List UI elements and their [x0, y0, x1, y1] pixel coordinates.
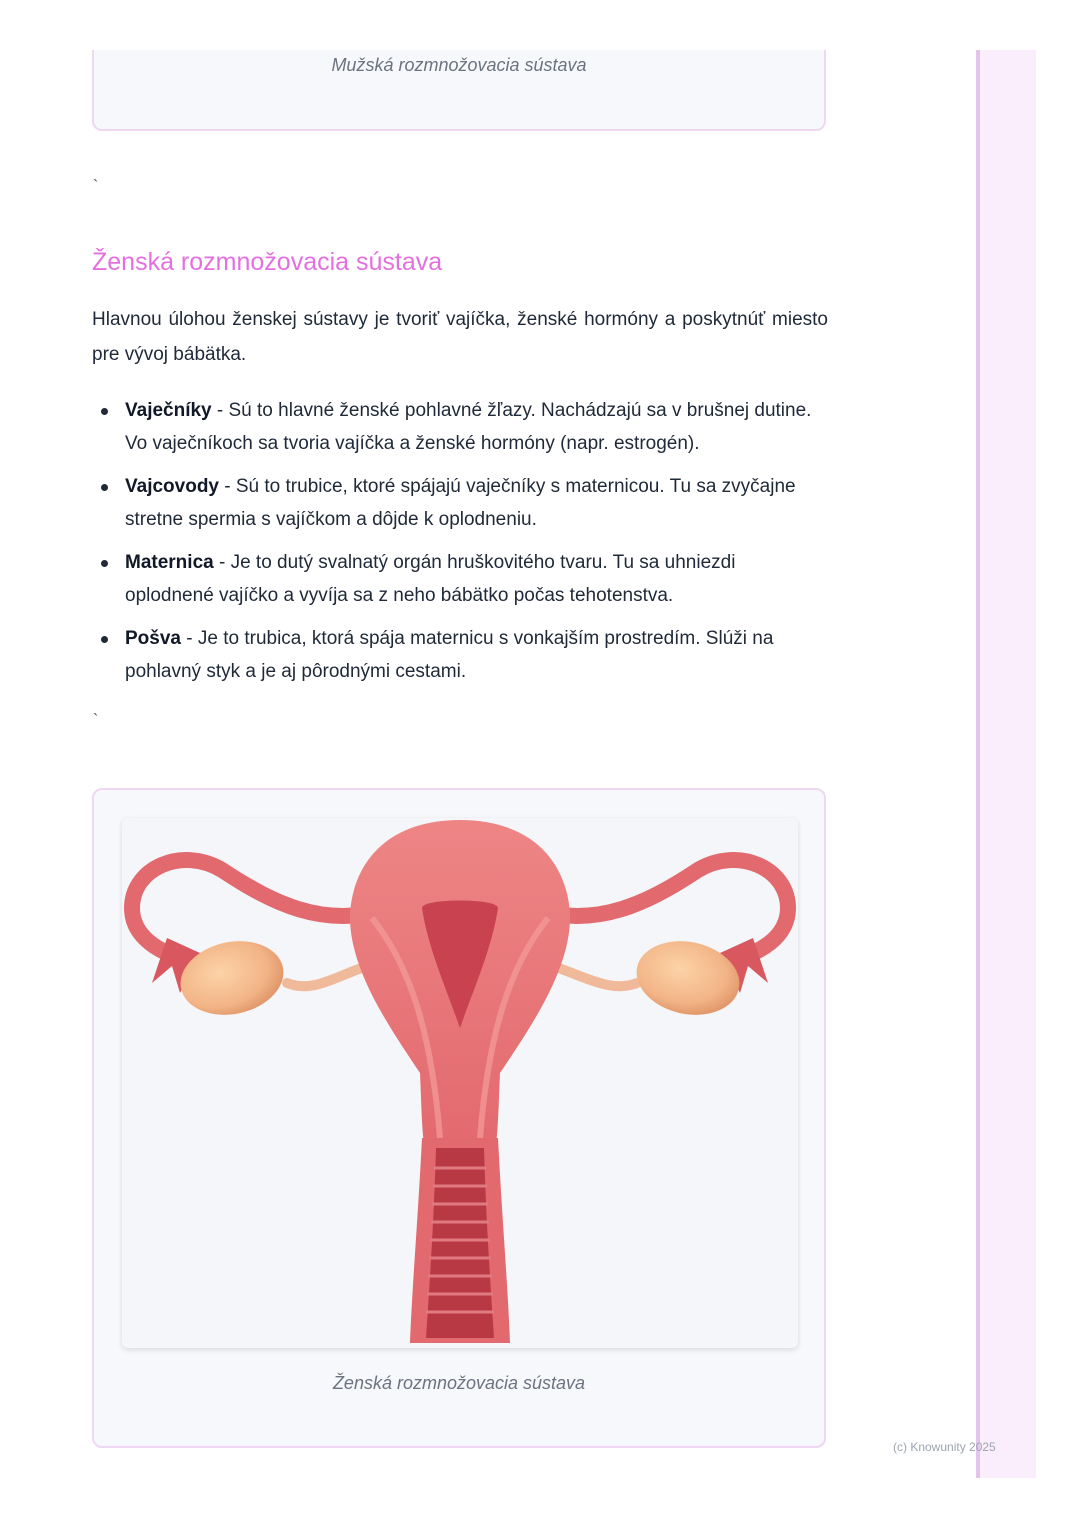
side-decoration-strip	[976, 50, 1036, 1478]
figure-card-female	[92, 788, 826, 1448]
list-item-text: - Sú to hlavné ženské pohlavné žľazy. Nachádzajú sa v brušnej dutine. Vo vaječníkoch sa tvoria vajíčka a ženské hormóny (napr. estrogén).	[125, 400, 812, 454]
section-intro: Hlavnou úlohou ženskej sústavy je tvoriť vajíčka, ženské hormóny a poskytnúť miesto pre vývoj bábätka.	[92, 309, 828, 365]
list-item-text: - Je to dutý svalnatý orgán hruškovitého tvaru. Tu sa uhniezdi oplodnené vajíčko a vyvíja sa z neho bábätko počas tehotenstva.	[125, 552, 736, 606]
figure-caption: Mužská rozmnožovacia sústava	[331, 55, 587, 75]
list-item-term: Vaječníky	[125, 400, 212, 421]
list-item	[92, 546, 828, 612]
bullet-icon	[101, 408, 108, 415]
list-item	[92, 394, 828, 460]
uterus-illustration	[122, 818, 798, 1348]
figure-card-male	[92, 50, 826, 131]
list-item	[92, 470, 828, 536]
uterus-illustration-drawing	[122, 818, 798, 1348]
list-item-text: - Je to trubica, ktorá spája maternicu s vonkajším prostredím. Slúži na pohlavný styk a je aj pôrodnými cestami.	[125, 628, 774, 682]
bullet-icon	[101, 560, 108, 567]
list-item	[92, 622, 828, 688]
separator-mark: `	[93, 712, 99, 729]
list-item-term: Pošva	[125, 628, 181, 649]
list-item-text: - Sú to trubice, ktoré spájajú vaječníky s maternicou. Tu sa zvyčajne stretne spermia s vajíčkom a dôjde k oplodneniu.	[125, 476, 796, 530]
list-item-term: Maternica	[125, 552, 214, 573]
figure-caption: Ženská rozmnožovacia sústava	[332, 1373, 586, 1393]
separator-mark: `	[93, 178, 99, 195]
organ-list	[92, 394, 828, 698]
bullet-icon	[101, 636, 108, 643]
bullet-icon	[101, 484, 108, 491]
list-item-term: Vajcovody	[125, 476, 219, 497]
footer-copyright: (c) Knowunity 2025	[893, 1440, 996, 1454]
section-heading: Ženská rozmnožovacia sústava	[92, 248, 443, 276]
